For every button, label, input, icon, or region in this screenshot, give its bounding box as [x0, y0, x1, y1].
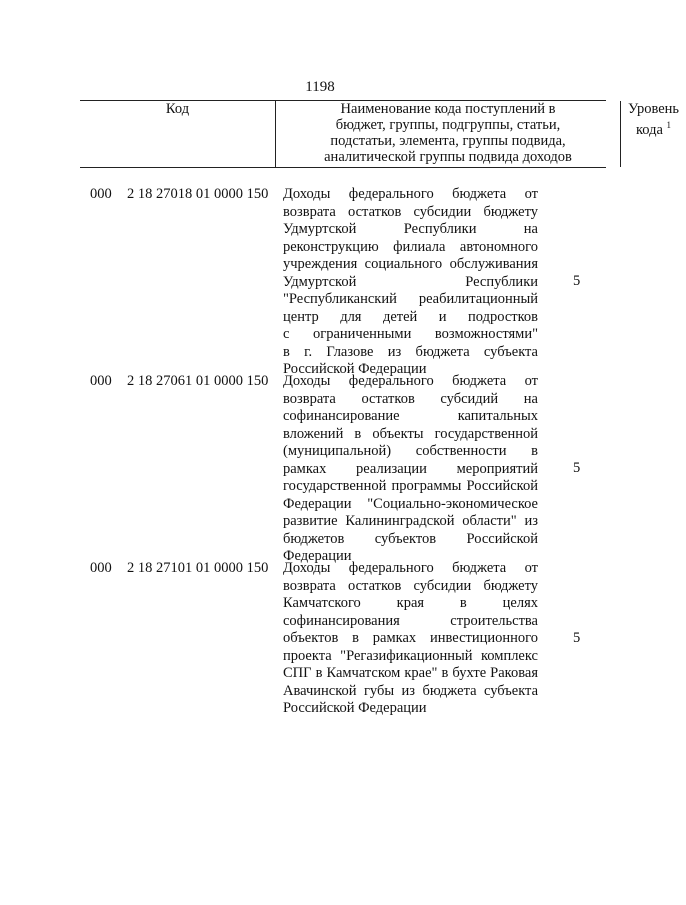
header-name-line: бюджет, группы, подгруппы, статьи,: [335, 117, 561, 133]
description-line: Камчатского края в целях: [283, 595, 538, 611]
row-code: 2 18 27018 01 0000 150: [127, 186, 269, 202]
footnote-marker: 1: [666, 120, 672, 130]
row-code-prefix: 000: [90, 186, 112, 202]
description-line: "Республиканский реабилитационный: [283, 291, 538, 307]
header-level-line1: Уровень: [627, 101, 680, 117]
row-description: [283, 186, 538, 379]
description-line: учреждения социального обслуживания: [283, 256, 538, 272]
row-level: 5: [573, 273, 581, 289]
description-line: Авачинской губы из бюджета субъекта: [283, 682, 538, 699]
description-line: Удмуртской Республики: [283, 273, 538, 290]
description-line: (муниципальной) собственности в: [283, 443, 538, 459]
description-line: Российской Федерации: [283, 700, 427, 716]
row-level: 5: [573, 460, 581, 476]
row-code-prefix: 000: [90, 373, 112, 389]
description-line: возврата остатков субсидии бюджету: [283, 203, 538, 220]
header-level-line2-wrap: [621, 117, 686, 138]
header-level-line2: кода: [635, 121, 663, 138]
description-line: реконструкцию филиала автономного: [283, 238, 538, 255]
page-number: 1198: [305, 79, 335, 95]
header-name-line: Наименование кода поступлений в: [340, 101, 556, 117]
description-line: в г. Глазове из бюджета субъекта: [283, 343, 538, 360]
header-name-line: подстатьи, элемента, группы подвида,: [330, 133, 566, 149]
row-code: 2 18 27101 01 0000 150: [127, 560, 269, 576]
header-name-line: аналитической группы подвида доходов: [324, 149, 572, 165]
description-line: рамках реализации мероприятий: [283, 460, 538, 477]
header-code-column: Код: [80, 101, 276, 167]
description-line: Федерации "Социально-экономическое: [283, 495, 538, 512]
description-line: центр для детей и подростков: [283, 308, 538, 325]
row-code-prefix: 000: [90, 560, 112, 576]
description-line: объектов в рамках инвестиционного: [283, 630, 538, 646]
description-line: Доходы федерального бюджета от: [283, 373, 538, 389]
description-line: СПГ в Камчатском крае" в бухте Раковая: [283, 665, 538, 681]
row-description: [283, 560, 538, 718]
description-line: государственной программы Российской: [283, 478, 538, 494]
description-line: возврата остатков субсидий на: [283, 390, 538, 407]
row-description: [283, 373, 538, 566]
description-line: Российской Федерации: [283, 361, 427, 377]
description-line: Федерации: [283, 548, 352, 564]
description-line: софинансирование капитальных: [283, 408, 538, 424]
description-line: Доходы федерального бюджета от: [283, 560, 538, 576]
header-name-column: [276, 101, 621, 167]
table-header: [80, 100, 680, 168]
description-line: развитие Калининградской области" из: [283, 513, 538, 529]
description-line: вложений в объекты государственной: [283, 425, 538, 442]
row-code: 2 18 27061 01 0000 150: [127, 373, 269, 389]
description-line: Удмуртской Республики на: [283, 221, 538, 237]
description-line: Доходы федерального бюджета от: [283, 186, 538, 202]
header-level-column: [621, 101, 686, 167]
description-line: софинансирования строительства: [283, 612, 538, 629]
description-line: с ограниченными возможностями": [283, 326, 538, 342]
description-line: бюджетов субъектов Российской: [283, 530, 538, 547]
description-line: возврата остатков субсидии бюджету: [283, 577, 538, 594]
row-level: 5: [573, 630, 581, 646]
description-line: проекта "Регазификационный комплекс: [283, 647, 538, 664]
